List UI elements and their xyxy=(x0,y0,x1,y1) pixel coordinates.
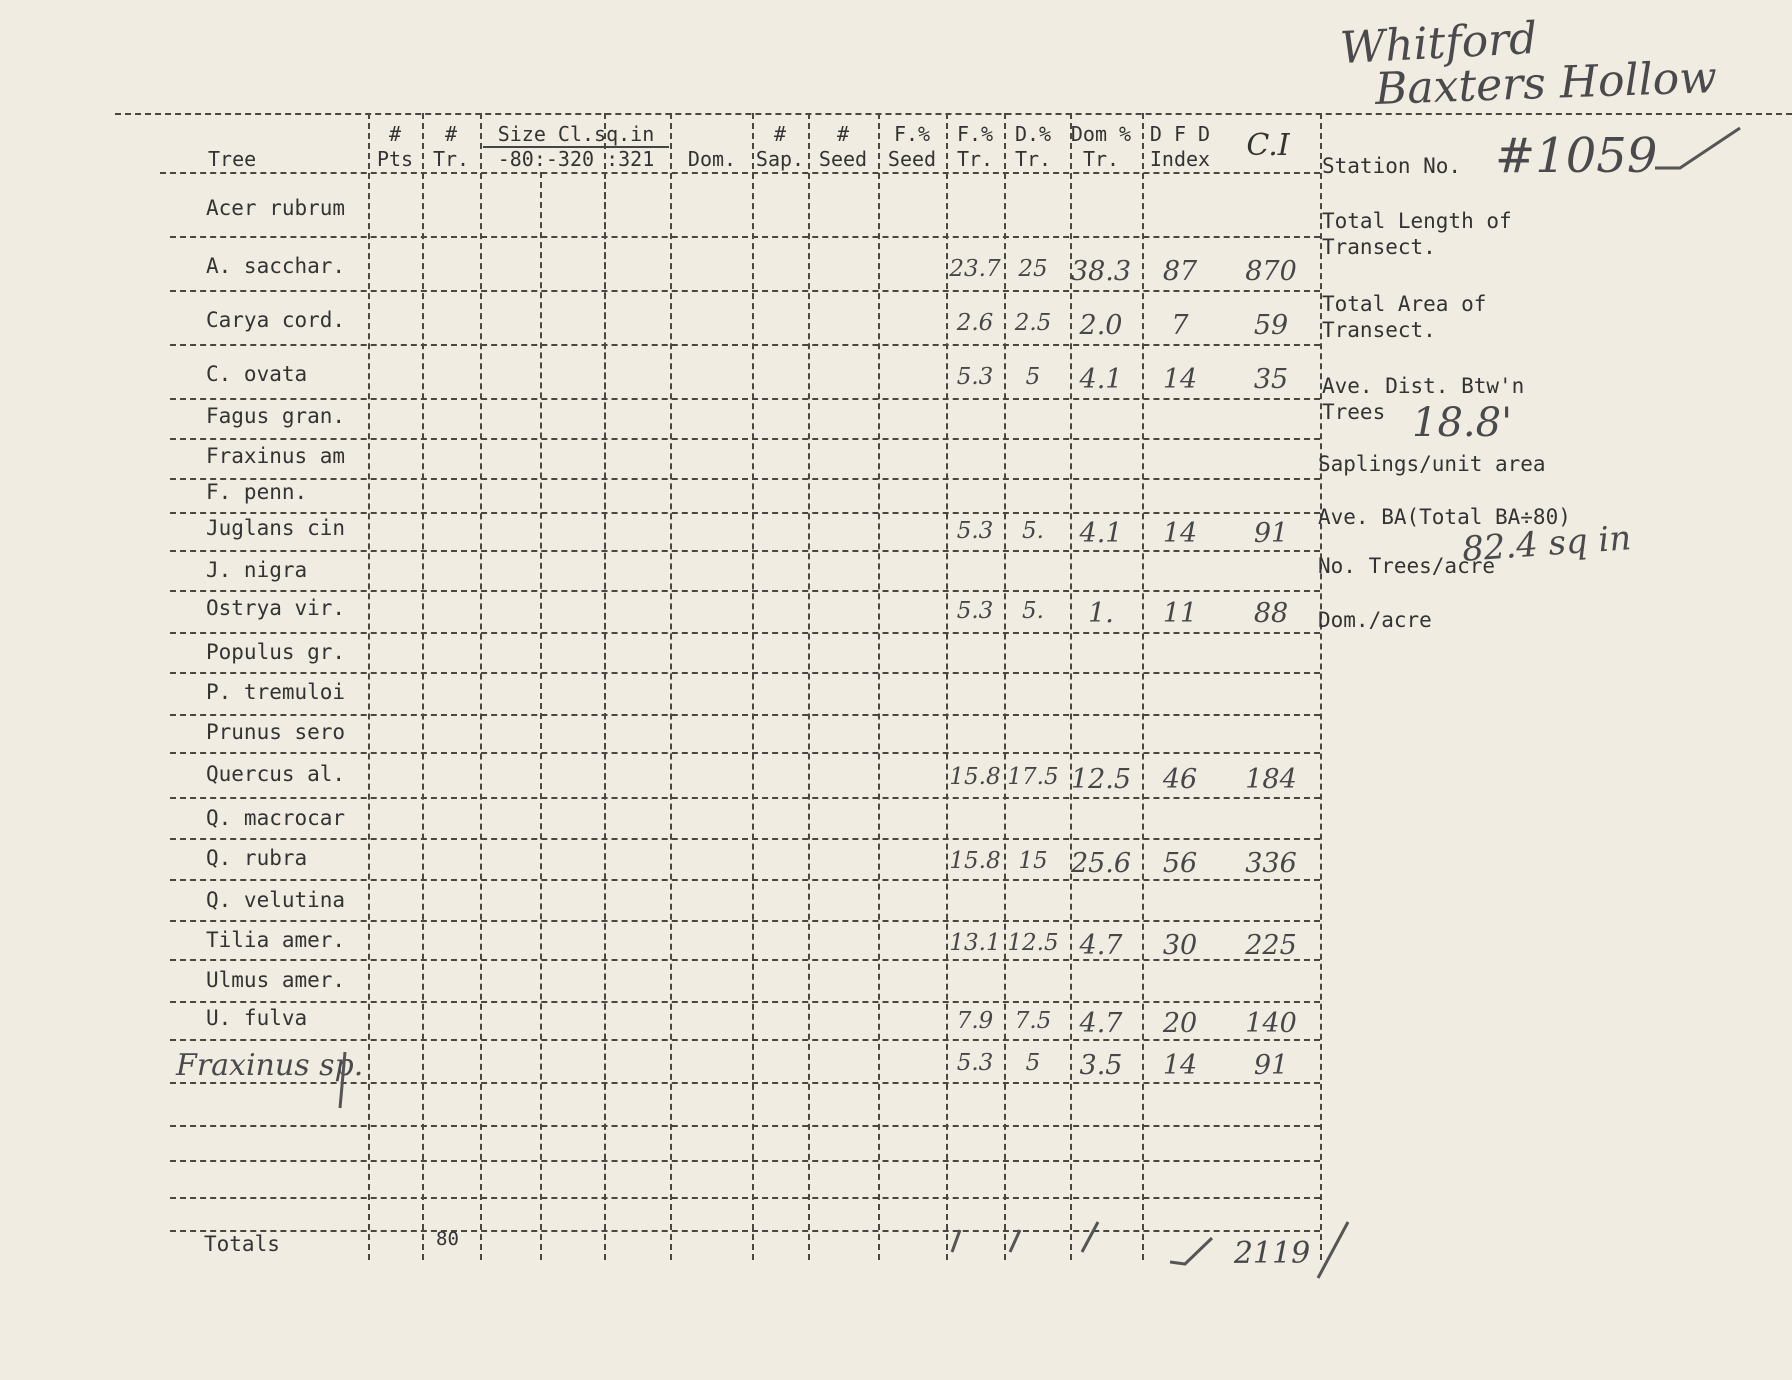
cell-dfd: 30 xyxy=(1162,930,1198,961)
ave-dist-label: Ave. Dist. Btw'n Trees xyxy=(1322,374,1525,424)
saplings-label: Saplings/unit area xyxy=(1318,452,1546,476)
check-mark-fraxinus xyxy=(340,1052,345,1108)
column-header-8-bottom: Tr. xyxy=(956,147,994,171)
cell-d-tr: 5 xyxy=(1025,364,1041,390)
tree-species-label: Fagus gran. xyxy=(206,404,346,428)
tree-species-label: Q. velutina xyxy=(206,888,346,912)
cell-ci: 870 xyxy=(1245,256,1297,287)
cell-f-tr: 5.3 xyxy=(956,598,994,624)
tree-species-label: P. tremuloi xyxy=(206,680,346,704)
cell-ci: 35 xyxy=(1253,364,1289,395)
column-header-5-top: # xyxy=(773,122,787,146)
tree-species-label: Ulmus amer. xyxy=(206,968,346,992)
cell-dfd: 11 xyxy=(1162,598,1198,629)
check-mark-dtr xyxy=(1010,1230,1020,1252)
tree-species-label: U. fulva xyxy=(206,1006,308,1030)
cell-ci: 88 xyxy=(1253,598,1289,629)
cell-ci: 140 xyxy=(1245,1008,1297,1039)
column-header-8-top: F.% xyxy=(956,122,994,146)
tree-species-label: J. nigra xyxy=(206,558,308,582)
column-header-10-bottom: Tr. xyxy=(1082,147,1120,171)
cell-dom-tr: 2.0 xyxy=(1079,310,1123,341)
column-header-0-bottom: Tree xyxy=(208,147,257,171)
cell-f-tr: 15.8 xyxy=(949,848,1001,874)
column-header-10-top: Dom % xyxy=(1070,122,1132,146)
column-header-1-bottom: Pts xyxy=(376,147,414,171)
column-header-5-bottom: Sap. xyxy=(755,147,805,171)
column-header-11-top: D F D xyxy=(1149,122,1211,146)
tree-species-label: Acer rubrum xyxy=(206,196,346,220)
cell-d-tr: 5 xyxy=(1025,1050,1041,1076)
column-header-1-top: # xyxy=(388,122,402,146)
column-header-9-bottom: Tr. xyxy=(1014,147,1052,171)
cell-ci: 59 xyxy=(1253,310,1289,341)
check-mark-station xyxy=(1655,128,1740,168)
cell-ci: 336 xyxy=(1245,848,1297,879)
location-note-line1: Whitford xyxy=(1338,12,1539,75)
check-mark-ftr xyxy=(952,1230,960,1252)
tree-species-label: Juglans cin xyxy=(206,516,346,540)
cell-d-tr: 25 xyxy=(1018,256,1048,282)
cell-dom-tr: 4.7 xyxy=(1079,1008,1123,1039)
cell-f-tr: 2.6 xyxy=(956,310,994,336)
column-header-9-top: D.% xyxy=(1014,122,1052,146)
tree-species-label: A. sacchar. xyxy=(206,254,346,278)
column-header-2-top: # xyxy=(444,122,458,146)
cell-d-tr: 5. xyxy=(1022,518,1044,544)
trees-per-acre-label: No. Trees/acre xyxy=(1318,554,1496,578)
location-note-line2: Baxters Hollow xyxy=(1374,52,1718,115)
cell-dom-tr: 38.3 xyxy=(1070,256,1132,287)
cell-dfd: 14 xyxy=(1162,1050,1198,1081)
ave-ba-value: 82.4 sq in xyxy=(1460,518,1633,570)
cell-dom-tr: 4.1 xyxy=(1079,518,1123,549)
cell-f-tr: 15.8 xyxy=(949,764,1001,790)
column-header-3-top: Size Cl.sq.in xyxy=(497,122,655,146)
station-number: #1059 xyxy=(1495,128,1658,184)
cell-d-tr: 7.5 xyxy=(1014,1008,1052,1034)
dom-per-acre-label: Dom./acre xyxy=(1318,608,1432,632)
check-mark-dom xyxy=(1082,1222,1098,1252)
cell-d-tr: 15 xyxy=(1018,848,1048,874)
column-header-6-top: # xyxy=(836,122,850,146)
tree-species-label: F. penn. xyxy=(206,480,308,504)
cell-dfd: 14 xyxy=(1162,518,1198,549)
tree-species-label: Carya cord. xyxy=(206,308,346,332)
tree-species-label: Fraxinus am xyxy=(206,444,346,468)
cell-f-tr: 5.3 xyxy=(956,364,994,390)
totals-ci: 2119 xyxy=(1233,1236,1311,1271)
cell-dom-tr: 4.1 xyxy=(1079,364,1123,395)
total-length-label: Total Length of Transect. xyxy=(1322,209,1512,259)
cell-dfd: 7 xyxy=(1171,310,1189,341)
cell-dom-tr: 25.6 xyxy=(1070,848,1132,879)
cell-dom-tr: 12.5 xyxy=(1070,764,1132,795)
cell-dom-tr: 4.7 xyxy=(1079,930,1123,961)
column-header-11-bottom: Index xyxy=(1149,147,1211,171)
column-header-7-top: F.% xyxy=(893,122,931,146)
cell-dfd: 46 xyxy=(1162,764,1198,795)
total-area-label: Total Area of Transect. xyxy=(1322,292,1487,342)
column-header-3-bottom: -80:-320 :321 xyxy=(497,147,655,171)
cell-f-tr: 13.1 xyxy=(949,930,1001,956)
ave-dist-value: 18.8' xyxy=(1412,400,1513,446)
tree-species-label: C. ovata xyxy=(206,362,308,386)
cell-f-tr: 5.3 xyxy=(956,1050,994,1076)
cell-dfd: 56 xyxy=(1162,848,1198,879)
cell-dom-tr: 1. xyxy=(1088,598,1114,629)
tree-species-label: Fraxinus sp. xyxy=(176,1048,364,1083)
cell-d-tr: 17.5 xyxy=(1007,764,1059,790)
cell-f-tr: 23.7 xyxy=(949,256,1001,282)
column-header-7-bottom: Seed xyxy=(887,147,937,171)
cell-ci: 91 xyxy=(1253,1050,1289,1081)
cell-dfd: 87 xyxy=(1162,256,1198,287)
column-header-2-bottom: Tr. xyxy=(432,147,470,171)
check-mark-ci xyxy=(1318,1222,1348,1278)
cell-d-tr: 12.5 xyxy=(1007,930,1059,956)
tree-species-label: Ostrya vir. xyxy=(206,596,346,620)
cell-dfd: 20 xyxy=(1162,1008,1198,1039)
totals-trees: 80 xyxy=(436,1228,459,1250)
cell-f-tr: 7.9 xyxy=(956,1008,994,1034)
cell-f-tr: 5.3 xyxy=(956,518,994,544)
tree-species-label: Q. macrocar xyxy=(206,806,346,830)
tree-species-label: Prunus sero xyxy=(206,720,346,744)
cell-d-tr: 2.5 xyxy=(1014,310,1052,336)
cell-ci: 91 xyxy=(1253,518,1289,549)
cell-dom-tr: 3.5 xyxy=(1079,1050,1123,1081)
totals-label: Totals xyxy=(204,1232,280,1256)
cell-ci: 184 xyxy=(1245,764,1297,795)
column-header-6-bottom: Seed xyxy=(818,147,868,171)
ave-ba-label: Ave. BA(Total BA÷80) xyxy=(1318,505,1571,529)
tree-species-label: Q. rubra xyxy=(206,846,308,870)
check-mark-dfd xyxy=(1170,1238,1212,1264)
column-header-4-bottom: Dom. xyxy=(687,147,737,171)
tree-species-label: Quercus al. xyxy=(206,762,346,786)
cell-ci: 225 xyxy=(1245,930,1297,961)
cell-d-tr: 5. xyxy=(1022,598,1044,624)
tree-species-label: Populus gr. xyxy=(206,640,346,664)
column-header-12-bottom: C.I xyxy=(1246,128,1290,163)
cell-dfd: 14 xyxy=(1162,364,1198,395)
tree-species-label: Tilia amer. xyxy=(206,928,346,952)
station-label: Station No. xyxy=(1322,154,1462,178)
